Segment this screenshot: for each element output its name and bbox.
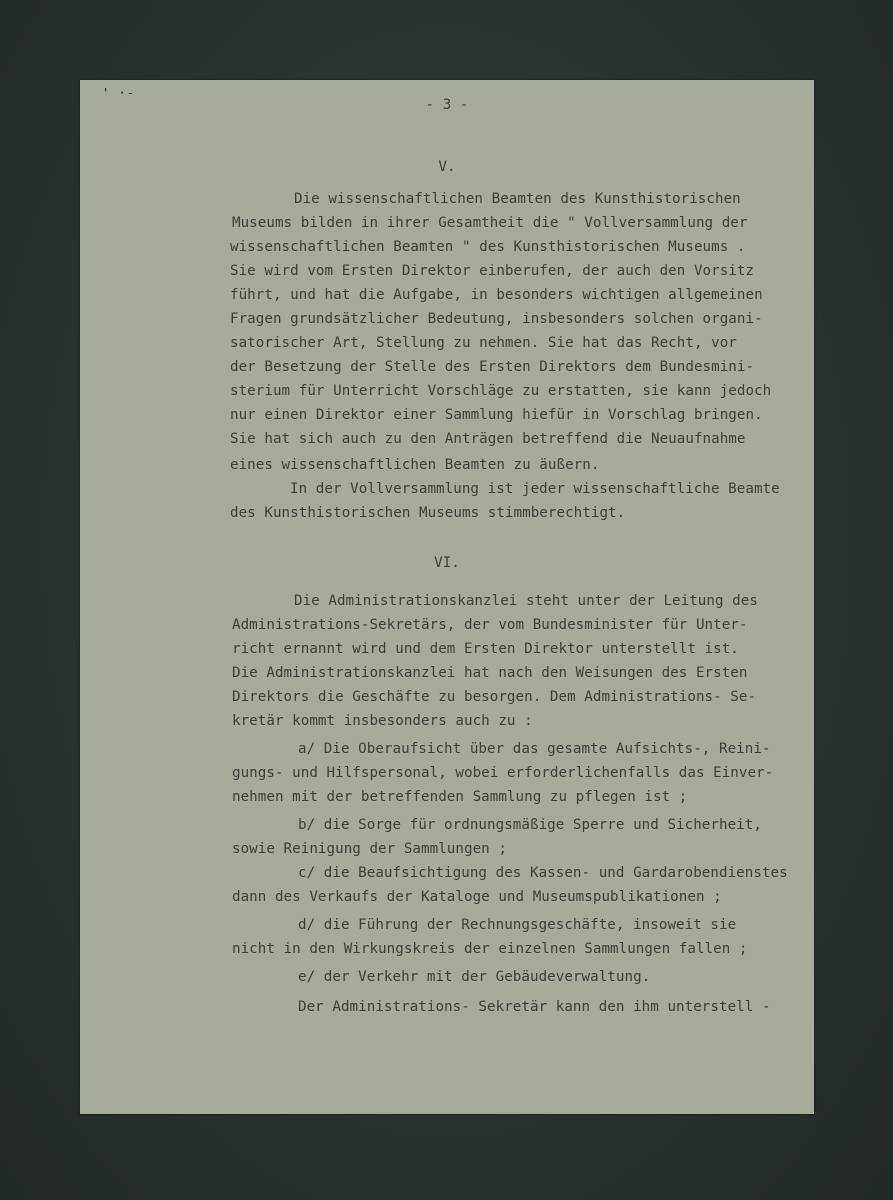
text-line: wissenschaftlichen Beamten " des Kunsthistorischen Museums . bbox=[230, 239, 746, 255]
list-item-e: e/ der Verkehr mit der Gebäudeverwaltung. bbox=[298, 969, 651, 985]
text-line: nicht in den Wirkungskreis der einzelnen Sammlungen fallen ; bbox=[232, 941, 748, 957]
list-item-d: d/ die Führung der Rechnungsgeschäfte, insoweit sie bbox=[298, 917, 737, 933]
text-line: dann des Verkaufs der Kataloge und Museumspublikationen ; bbox=[232, 889, 722, 905]
text-line: richt ernannt wird und dem Ersten Direktor unterstellt ist. bbox=[232, 641, 739, 657]
list-item-b: b/ die Sorge für ordnungsmäßige Sperre und Sicherheit, bbox=[298, 817, 762, 833]
text-line: sowie Reinigung der Sammlungen ; bbox=[232, 841, 507, 857]
text-line: kretär kommt insbesonders auch zu : bbox=[232, 713, 533, 729]
text-line: des Kunsthistorischen Museums stimmberechtigt. bbox=[230, 505, 626, 521]
text-line: Museums bilden in ihrer Gesamtheit die " Vollversammlung der bbox=[232, 215, 748, 231]
text-line: Die Administrationskanzlei hat nach den Weisungen des Ersten bbox=[232, 665, 748, 681]
text-line: sterium für Unterricht Vorschläge zu erstatten, sie kann jedoch bbox=[230, 383, 772, 399]
document-page bbox=[80, 80, 814, 1114]
page-number: - 3 - bbox=[425, 97, 469, 113]
text-line: satorischer Art, Stellung zu nehmen. Sie hat das Recht, vor bbox=[230, 335, 737, 351]
section-heading-v: V. bbox=[438, 159, 456, 175]
text-line: Die wissenschaftlichen Beamten des Kunsthistorischen bbox=[294, 191, 741, 207]
text-line: Der Administrations- Sekretär kann den ihm unterstell - bbox=[298, 999, 771, 1015]
text-line: eines wissenschaftlichen Beamten zu äußern. bbox=[230, 457, 600, 473]
text-line: gungs- und Hilfspersonal, wobei erforderlichenfalls das Einver- bbox=[232, 765, 774, 781]
text-line: führt, und hat die Aufgabe, in besonders wichtigen allgemeinen bbox=[230, 287, 763, 303]
section-heading-vi: VI. bbox=[434, 555, 460, 571]
text-line: In der Vollversammlung ist jeder wissenschaftliche Beamte bbox=[290, 481, 780, 497]
list-item-c: c/ die Beaufsichtigung des Kassen- und Gardarobendienstes bbox=[298, 865, 788, 881]
text-line: Sie wird vom Ersten Direktor einberufen, der auch den Vorsitz bbox=[230, 263, 755, 279]
text-line: Direktors die Geschäfte zu besorgen. Dem Administrations- Se- bbox=[232, 689, 757, 705]
text-line: Administrations-Sekretärs, der vom Bundesminister für Unter- bbox=[232, 617, 748, 633]
text-line: Fragen grundsätzlicher Bedeutung, insbesonders solchen organi- bbox=[230, 311, 763, 327]
text-line: nur einen Direktor einer Sammlung hiefür in Vorschlag bringen. bbox=[230, 407, 763, 423]
text-line: Die Administrationskanzlei steht unter der Leitung des bbox=[294, 593, 758, 609]
list-item-a: a/ Die Oberaufsicht über das gesamte Aufsichts-, Reini- bbox=[298, 741, 771, 757]
text-line: nehmen mit der betreffenden Sammlung zu pflegen ist ; bbox=[232, 789, 688, 805]
corner-mark: ' ·- bbox=[102, 86, 135, 100]
text-line: Sie hat sich auch zu den Anträgen betreffend die Neuaufnahme bbox=[230, 431, 746, 447]
text-line: der Besetzung der Stelle des Ersten Direktors dem Bundesmini- bbox=[230, 359, 755, 375]
